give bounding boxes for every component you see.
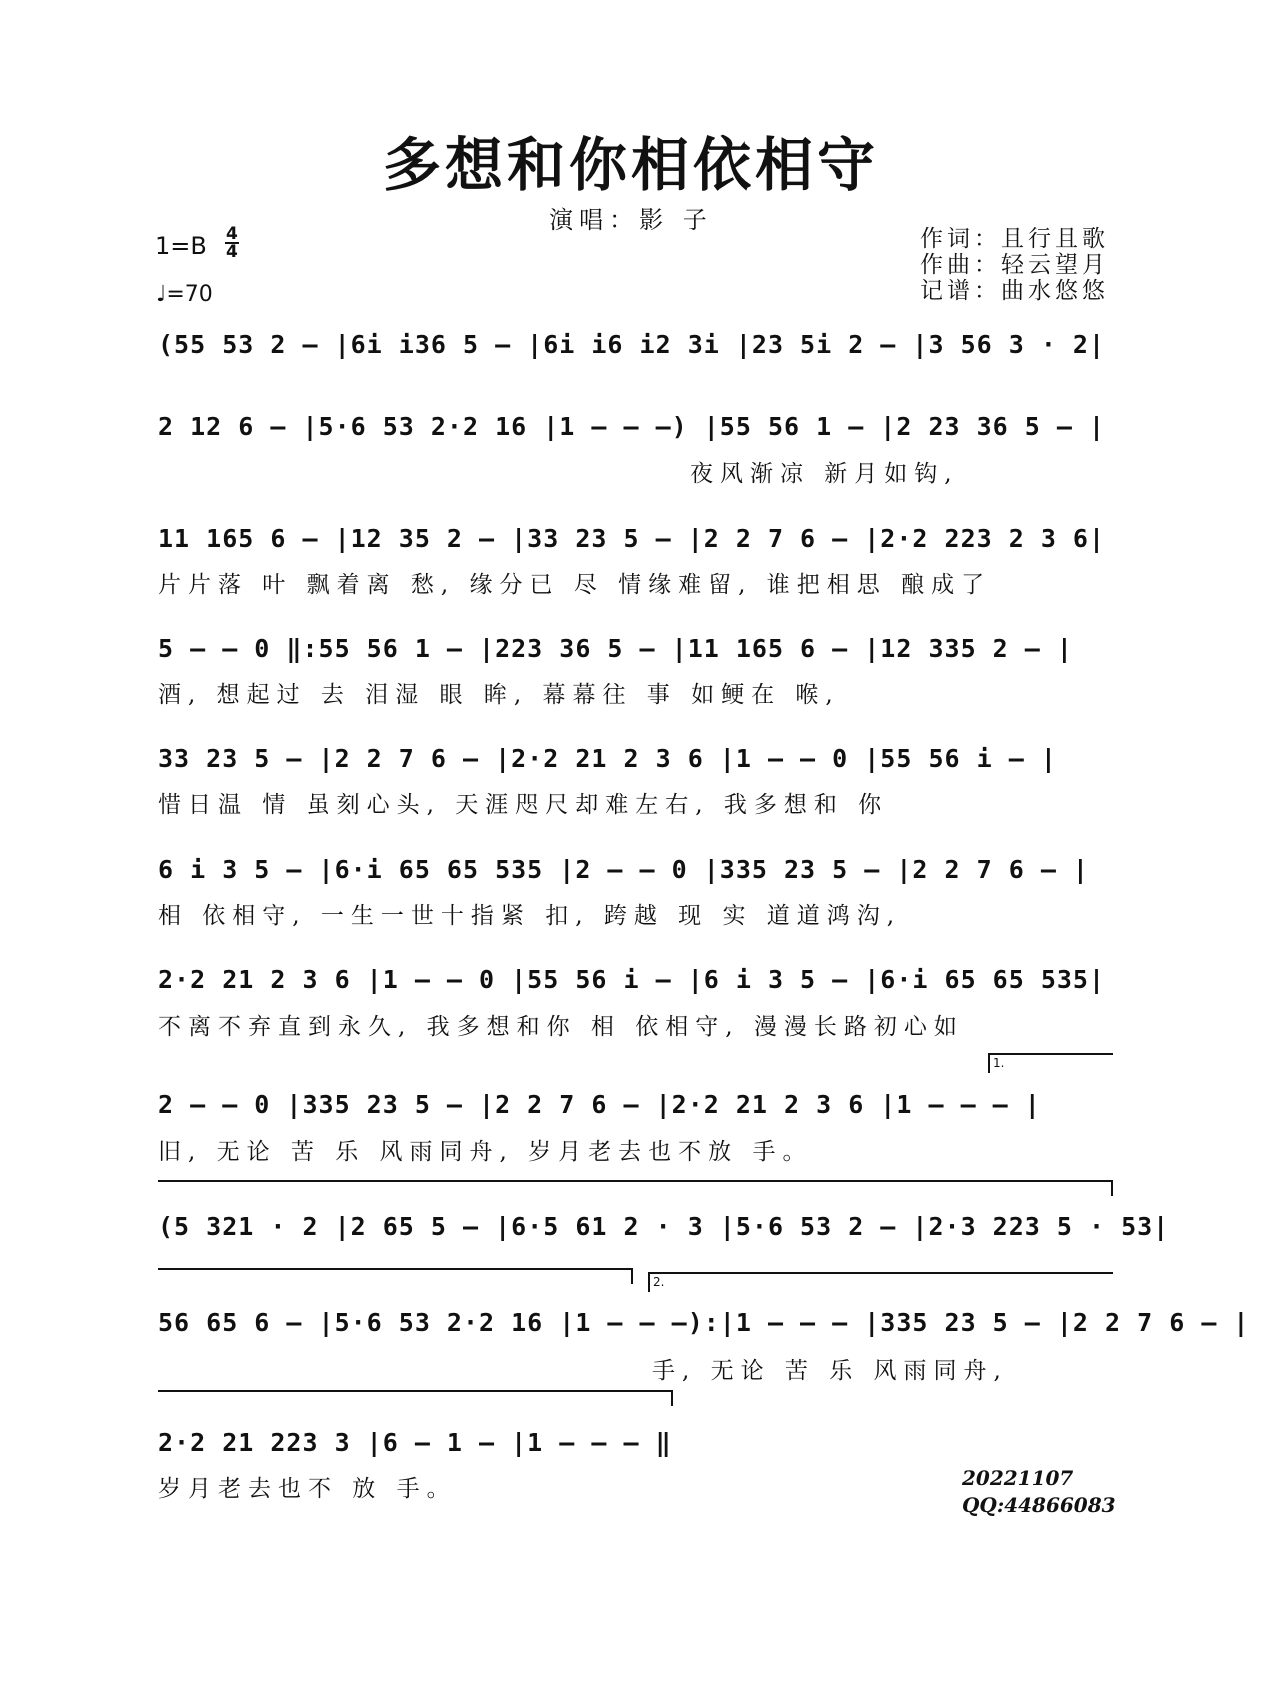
notation-line-8: 2 – – 0 |335 23 5 – |2 2 7 6 – |2·2 21 2 3 6 |1 – – – | bbox=[158, 1090, 1041, 1119]
lyrics-line-8: 旧, 无论 苦 乐 风雨同舟, 岁月老去也不放 手。 bbox=[158, 1139, 813, 1165]
volta-1-tick bbox=[988, 1053, 990, 1073]
interlude-bracket-bottom bbox=[158, 1268, 633, 1270]
lyrics-line-10: 手, 无论 苦 乐 风雨同舟, bbox=[652, 1358, 1008, 1384]
notation-line-4: 5 – – 0 ‖:55 56 1 – |223 36 5 – |11 165 6 – |12 335 2 – | bbox=[158, 634, 1073, 663]
lyricist-credit: 作词：且行且歌 bbox=[920, 226, 1109, 252]
notation-line-9: (5 321 · 2 |2 65 5 – |6·5 61 2 · 3 |5·6 53 2 – |2·3 223 5 · 53| bbox=[158, 1212, 1170, 1241]
ending-bracket-tick bbox=[671, 1390, 673, 1406]
lyrics-line-3: 片片落 叶 飘着离 愁, 缘分已 尽 情缘难留, 谁把相思 酿成了 bbox=[158, 572, 992, 598]
notation-line-6: 6 i 3 5 – |6·i 65 65 535 |2 – – 0 |335 23 5 – |2 2 7 6 – | bbox=[158, 855, 1089, 884]
transcriber-credit: 记谱：曲水悠悠 bbox=[920, 278, 1109, 304]
lyrics-line-5: 惜日温 情 虽刻心头, 天涯咫尺却难左右, 我多想和 你 bbox=[158, 792, 889, 818]
footer-qq: QQ:44866083 bbox=[962, 1493, 1116, 1517]
key-signature: 1=B bbox=[155, 232, 207, 260]
lyrics-line-11: 岁月老去也不 放 手。 bbox=[158, 1476, 457, 1502]
lyrics-line-7: 不离不弃直到永久, 我多想和你 相 依相守, 漫漫长路初心如 bbox=[158, 1014, 964, 1040]
notation-line-1: (55 53 2 – |6i i36 5 – |6i i6 i2 3i |23 5i 2 – |3 56 3 · 2| bbox=[158, 330, 1106, 359]
lyrics-line-4: 酒, 想起过 去 泪湿 眼 眸, 幕幕往 事 如鲠在 喉, bbox=[158, 682, 840, 708]
notation-line-10: 56 65 6 – |5·6 53 2·2 16 |1 – – –):|1 – – – |335 23 5 – |2 2 7 6 – | bbox=[158, 1308, 1250, 1337]
volta-1-label: 1. bbox=[993, 1056, 1005, 1070]
song-title: 多想和你相依相守 bbox=[382, 131, 879, 199]
time-signature-top: 4 bbox=[226, 224, 238, 244]
ending-bracket bbox=[158, 1390, 673, 1392]
lyrics-line-2: 夜风渐凉 新月如钩, bbox=[690, 461, 959, 487]
notation-line-5: 33 23 5 – |2 2 7 6 – |2·2 21 2 3 6 |1 – – 0 |55 56 i – | bbox=[158, 744, 1057, 773]
interlude-bracket-top bbox=[158, 1180, 1113, 1182]
time-signature bbox=[225, 226, 239, 260]
notation-line-3: 11 165 6 – |12 35 2 – |33 23 5 – |2 2 7 6 – |2·2 223 2 3 6| bbox=[158, 524, 1106, 553]
notation-line-11: 2·2 21 223 3 |6 – 1 – |1 – – – ‖ bbox=[158, 1428, 672, 1457]
notation-line-2: 2 12 6 – |5·6 53 2·2 16 |1 – – –) |55 56 1 – |2 23 36 5 – | bbox=[158, 412, 1106, 441]
composer-credit: 作曲：轻云望月 bbox=[920, 252, 1109, 278]
notation-line-7: 2·2 21 2 3 6 |1 – – 0 |55 56 i – |6 i 3 5 – |6·i 65 65 535| bbox=[158, 965, 1106, 994]
volta-1-bracket bbox=[988, 1053, 1113, 1055]
volta-2-tick bbox=[648, 1272, 650, 1292]
interlude-bracket-tick bbox=[1111, 1180, 1113, 1196]
time-signature-bottom: 4 bbox=[226, 242, 238, 262]
volta-2-label: 2. bbox=[653, 1275, 665, 1289]
lyrics-line-6: 相 依相守, 一生一世十指紧 扣, 跨越 现 实 道道鸿沟, bbox=[158, 903, 902, 929]
interlude-bracket-bottom-tick bbox=[631, 1268, 633, 1284]
footer-date: 20221107 bbox=[962, 1466, 1074, 1490]
volta-2-bracket bbox=[648, 1272, 1113, 1274]
singer-credit: 演唱：影 子 bbox=[549, 206, 713, 234]
tempo-mark: ♩=70 bbox=[156, 282, 213, 307]
